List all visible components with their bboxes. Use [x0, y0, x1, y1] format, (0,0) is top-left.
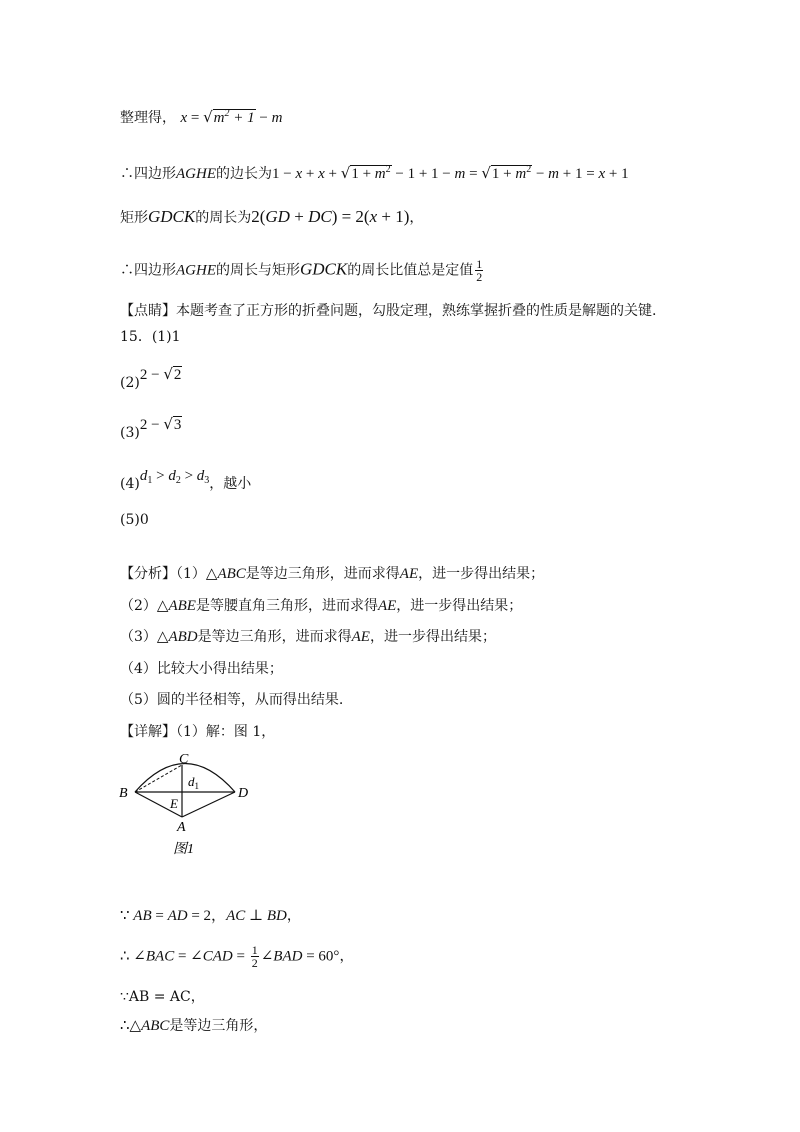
fenxi-line-3: （3）△ABD是等边三角形，进而求得AE，进一步得出结果； [120, 629, 496, 645]
line-zhenglide: 整理得， $x = √m^2 + 1 - m$ [120, 108, 283, 126]
q15-part2: (2)2 − √2 [120, 365, 182, 391]
arc-bcd [135, 764, 235, 793]
label-a: A [177, 820, 186, 835]
fenxi-line-4: （4）比较大小得出结果； [120, 661, 283, 677]
fenxi-line-1: 【分析】（1）△ABC是等边三角形，进而求得AE，进一步得出结果； [120, 566, 545, 582]
line-rect-perimeter: 矩形GDCK的周长为2(GD + DC) = 2(x + 1)， [120, 207, 424, 226]
label-c: C [179, 752, 189, 767]
q15-part4: $(4)d_1 > d_2 > d_3$，越小 [120, 468, 252, 492]
segment-bc-dashed [135, 765, 182, 792]
rect-gdck: GDCK [148, 207, 196, 226]
proof-line-3: ∵AB = AC， [120, 989, 205, 1005]
formula-perimeter: 2(GD + DC) = 2(x + 1) [251, 207, 410, 226]
q15-part5: (5)0 [120, 512, 149, 528]
label-b: B [119, 786, 128, 801]
fenxi-line-5: （5）圆的半径相等，从而得出结果. [120, 692, 344, 708]
q15-part3: (3)2 − √3 [120, 415, 182, 441]
segment-da [182, 792, 235, 817]
fenxi-line-2: （2）△ABE是等腰直角三角形，进而求得AE，进一步得出结果； [120, 598, 523, 614]
figure-caption: 图1 [173, 842, 194, 857]
label-d: D [238, 786, 249, 801]
quad-aghe: AGHE [176, 166, 216, 182]
xiangjie-line: 【详解】（1）解：图 1， [120, 724, 276, 740]
formula-side: 1 − x + x + [272, 166, 341, 182]
label-d1: $d_1$ [188, 774, 199, 791]
fraction-half: $\frac{1}{2}$ [476, 257, 483, 284]
figure-1 [110, 745, 260, 860]
proof-line-1: ∵ AB = AD = 2，AC ⊥ BD， [120, 908, 301, 924]
formula-x: x [180, 110, 188, 126]
line-side-length: ∴四边形AGHE的边长为$1 - x + x + √1 + m^2 - 1 + 1 - m = √1 + m^2 - m + 1 = x + 1$ [120, 164, 629, 182]
label-e: E [170, 796, 178, 811]
dianjing-line: 【点睛】本题考查了正方形的折叠问题，勾股定理，熟练掌握折叠的性质是解题的关键. [120, 303, 657, 319]
q15-part1: 15．(1)1 [120, 329, 181, 345]
proof-line-4: ∴△ABC是等边三角形， [120, 1018, 268, 1034]
proof-line-2: ∴ ∠BAC = ∠CAD = $\frac{1}{2}$ ∠BAD = 60°， [120, 943, 354, 970]
line-ratio: ∴四边形AGHE的周长与矩形GDCK的周长比值总是定值 $\frac{1}{2}$ [120, 257, 483, 284]
